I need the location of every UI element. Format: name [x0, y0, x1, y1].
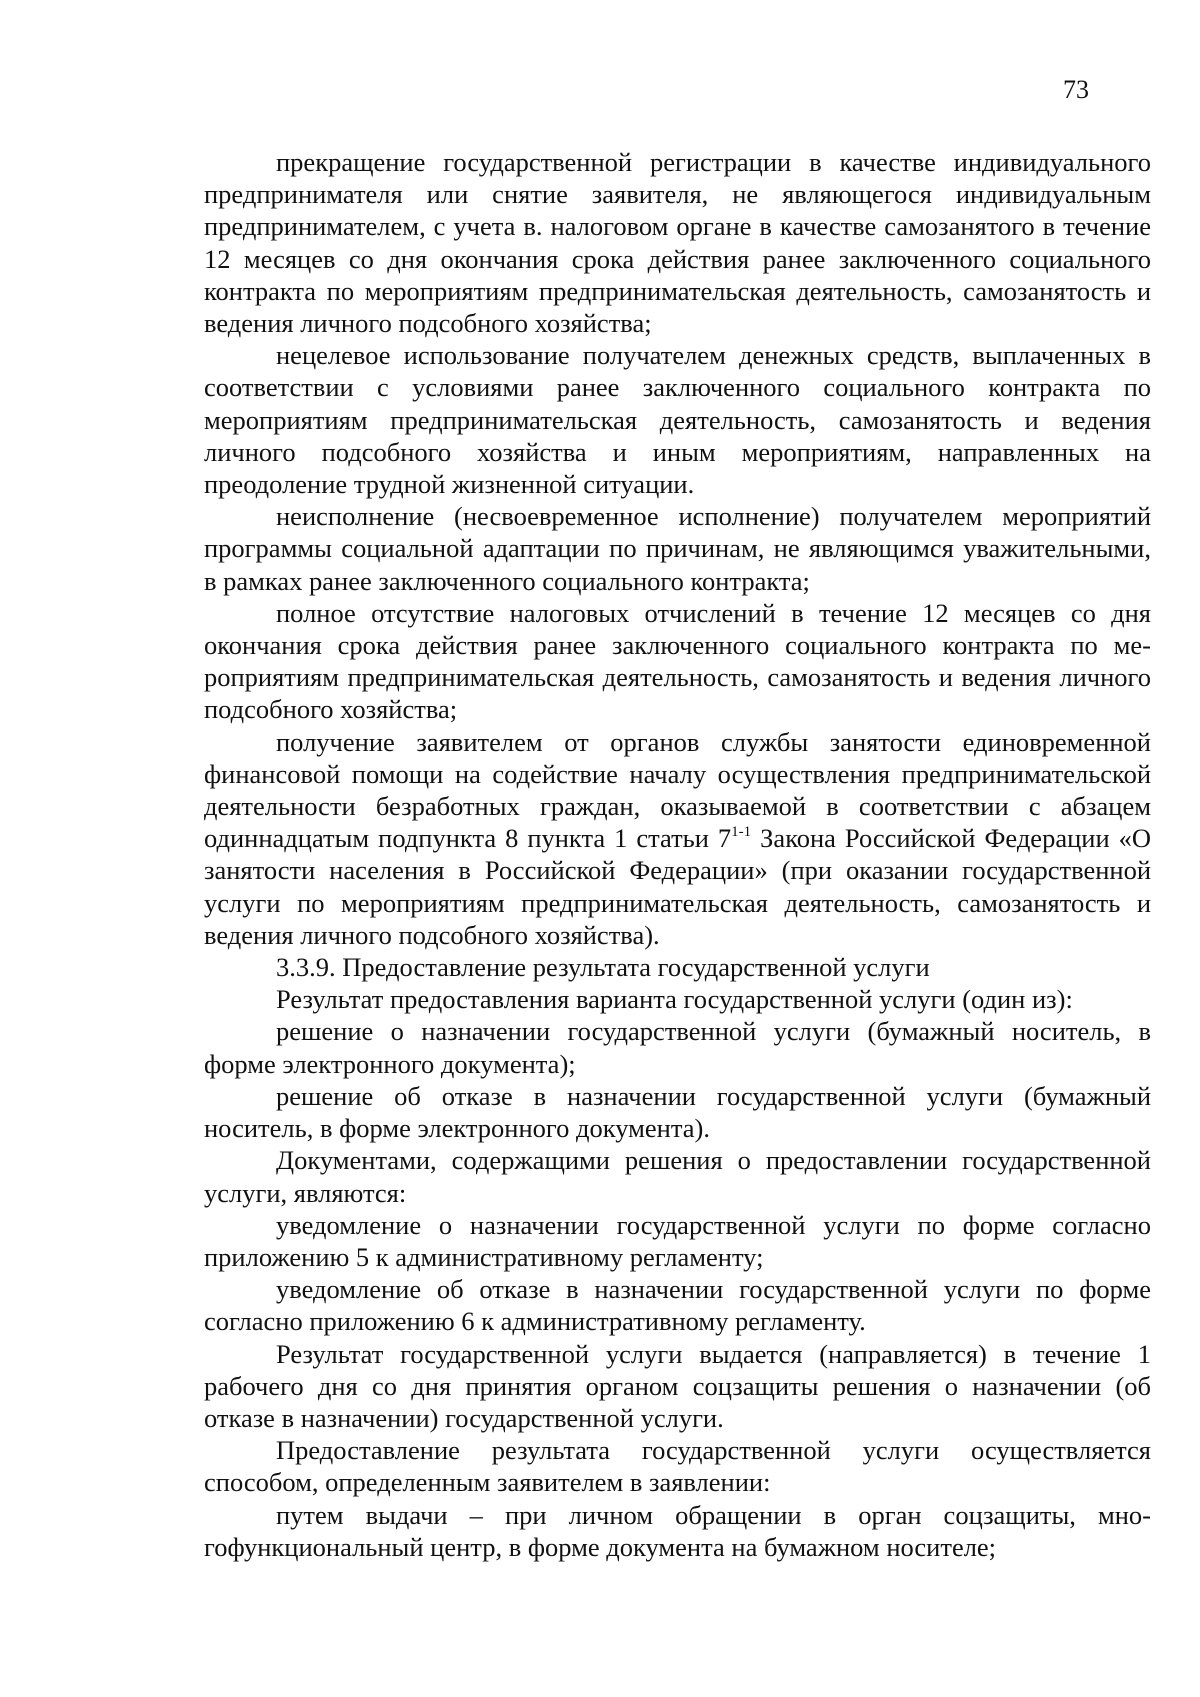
section-heading: 3.3.9. Предоставление результата государственной услуги [276, 952, 930, 983]
paragraph-text: получение заявителем от органов службы занятости единовременной финансовой помощи на содействие началу осуществления предпринимательской деятельности безработных граждан, оказываемой в соответствии с абзацем одиннадцатым подпункта 8 пункта 1 статьи 7 [204, 726, 1151, 854]
paragraph: решение об отказе в назначении государственной услуги (бумажный носитель, в форме электронного документа). [204, 1080, 1151, 1144]
paragraph: уведомление об отказе в назначении государственной услуги по форме согласно приложению 6 к административному регламенту. [204, 1274, 1151, 1337]
paragraph: Предоставление результата государственной услуги осуществляется способом, определенным заявителем в заявлении: [204, 1435, 1151, 1498]
document-body [204, 146, 1151, 1563]
paragraph-text: Закона Российской Федерации «О занятости населения в Российской Федерации» (при оказании государственной услуги по мероприятиям предпринимательская деятельность, самозанятость и ведения личного подсобного хозяйства). [204, 823, 1151, 950]
paragraph: Результат государственной услуги выдается (направляется) в течение 1 рабочего дня со дня принятия органом соцзащиты решения о назначении (об отказе в назначении) государственной услуги. [204, 1338, 1151, 1433]
paragraph: уведомление о назначении государственной услуги по форме согласно приложению 5 к административному регламенту; [204, 1209, 1151, 1272]
paragraph: нецелевое использование получателем денежных средств, выплаченных в соответствии с условиями ранее заключенного социального контракта по мероприятиям предпринимательская деятельность, самозанятость и ведения личного подсобного хозяйства и иным мероприятиям, направленных на преодоление трудной жизненной ситуации. [204, 340, 1151, 500]
paragraph: неисполнение (несвоевременное исполнение) получателем мероприятий программы социальной адаптации по причинам, не являющимся уважительными, в рамках ранее заключенного социального контракта; [204, 501, 1151, 596]
paragraph: полное отсутствие налоговых отчислений в течение 12 месяцев со дня окончания срока действия ранее заключенного социального контракта по мероприятиям предпринимательская деятельность, самозанятость и ведения личного подсобного хозяйства; [204, 597, 1151, 725]
paragraph: решение о назначении государственной услуги (бумажный носитель, в форме электронного документа); [204, 1016, 1151, 1079]
paragraph: путем выдачи – при личном обращении в орган соцзащиты, многофункциональный центр, в форме документа на бумажном носителе; [204, 1499, 1151, 1562]
paragraph: Документами, содержащими решения о предоставлении государственной услуги, являются: [204, 1145, 1151, 1208]
article-superscript: 1-1 [731, 824, 752, 841]
paragraph: прекращение государственной регистрации в качестве индивидуального предпринимателя или снятие заявителя, не являющегося индивидуальным предпринимателем, с учета в. налоговом органе в качестве самозанятого в течение 12 месяцев со дня окончания срока действия ранее заключенного социального контракта по мероприятиям предпринимательская деятельность, самозанятость и ведения личного подсобного хозяйства; [204, 147, 1151, 339]
paragraph [204, 726, 1151, 951]
page-number: 73 [1063, 75, 1089, 104]
paragraph: Результат предоставления варианта государственной услуги (один из): [276, 984, 1073, 1015]
